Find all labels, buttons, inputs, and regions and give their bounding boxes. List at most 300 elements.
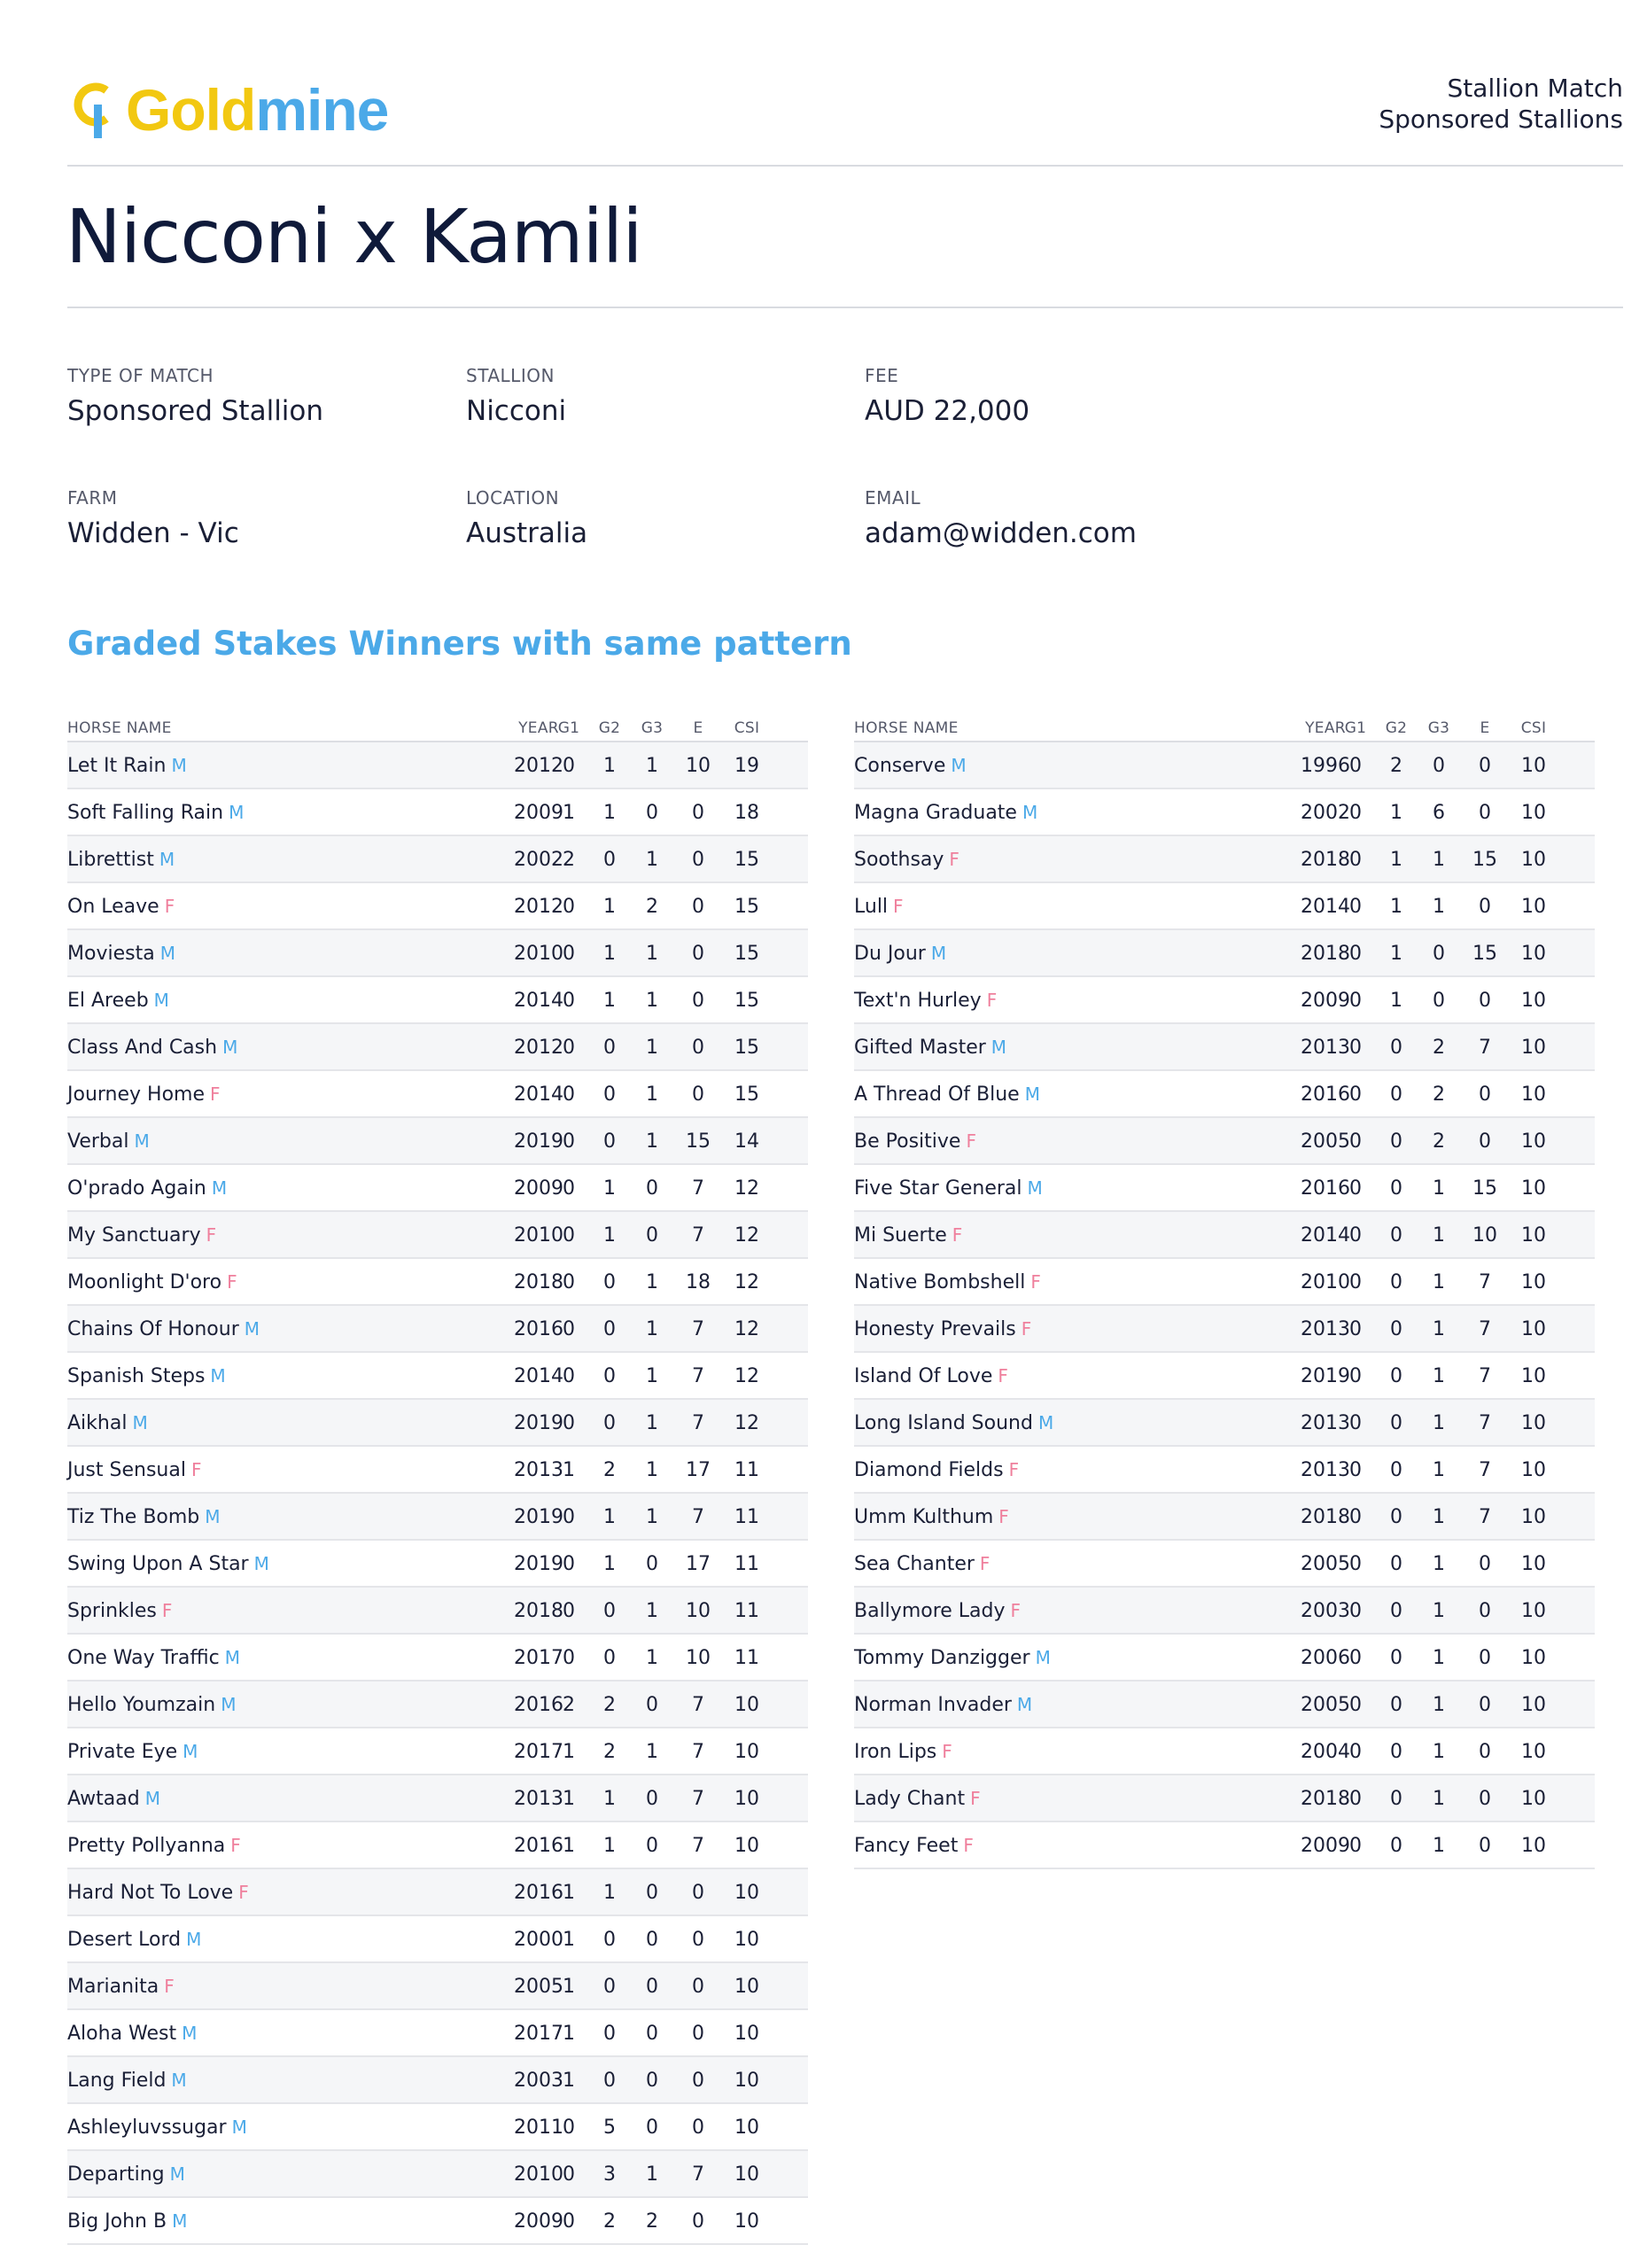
g1-cell: 0: [563, 1271, 575, 1293]
sex-badge: F: [206, 1224, 217, 1246]
table-row: [854, 789, 1595, 836]
g1-cell: 0: [1349, 1318, 1362, 1340]
g2-cell: 2: [603, 2210, 616, 2233]
sex-badge: M: [186, 1929, 202, 1950]
horse-name-cell: [854, 1647, 1051, 1669]
csi-cell: 12: [734, 1177, 759, 1200]
csi-cell: 10: [1521, 1694, 1546, 1716]
table-row: [854, 930, 1595, 977]
g3-cell: 1: [646, 849, 658, 871]
year-cell: 2002: [514, 849, 563, 871]
horse-name: Chains Of Honour: [67, 1318, 239, 1340]
g1-cell: 1: [563, 1882, 575, 1904]
table-row: [854, 836, 1595, 883]
e-cell: 7: [692, 1788, 704, 1810]
year-cell: 2016: [1301, 1177, 1350, 1200]
horse-name: Conserve: [854, 755, 946, 777]
table-header: [854, 709, 1595, 742]
column-header-g3: G3: [1427, 719, 1450, 737]
csi-cell: 10: [1521, 755, 1546, 777]
g2-cell: 1: [603, 1553, 616, 1575]
g1-cell: 1: [563, 1459, 575, 1481]
g2-cell: 1: [1390, 990, 1402, 1012]
horse-name-cell: [67, 1553, 269, 1575]
horse-name-cell: [854, 1365, 1008, 1387]
sex-badge: M: [172, 2210, 188, 2232]
g1-cell: 0: [563, 990, 575, 1012]
table-row: [854, 1588, 1595, 1635]
sex-badge: M: [205, 1506, 221, 1527]
g1-cell: 0: [563, 755, 575, 777]
g1-cell: 0: [1349, 990, 1362, 1012]
g1-cell: 2: [563, 849, 575, 871]
g1-cell: 0: [563, 1130, 575, 1153]
horse-name-cell: [854, 1271, 1041, 1293]
csi-cell: 10: [1521, 1647, 1546, 1669]
horse-name: Diamond Fields: [854, 1459, 1004, 1481]
table-row: [67, 1728, 808, 1775]
table-row: [67, 977, 808, 1024]
horse-name-cell: [67, 1130, 150, 1153]
g1-cell: 0: [563, 2117, 575, 2139]
table-row: [854, 883, 1595, 930]
csi-cell: 10: [1521, 1084, 1546, 1106]
g1-cell: 0: [1349, 1084, 1362, 1106]
info-value: Nicconi: [466, 395, 567, 427]
g2-cell: 0: [603, 1318, 616, 1340]
g3-cell: 1: [646, 1037, 658, 1059]
table-row: [67, 1165, 808, 1212]
csi-cell: 10: [1521, 1177, 1546, 1200]
horse-name-cell: [854, 755, 967, 777]
g3-cell: 1: [646, 1271, 658, 1293]
e-cell: 0: [692, 943, 704, 965]
column-header-e: E: [1480, 719, 1490, 737]
csi-cell: 10: [1521, 1600, 1546, 1622]
g2-cell: 0: [1390, 1647, 1402, 1669]
column-header-horse-name: HORSE NAME: [854, 719, 959, 737]
horse-name: Moonlight D'oro: [67, 1271, 222, 1293]
csi-cell: 10: [1521, 1412, 1546, 1434]
horse-name-cell: [854, 1412, 1053, 1434]
horse-name: Mi Suerte: [854, 1224, 947, 1247]
g2-cell: 0: [603, 2023, 616, 2045]
horse-name-cell: [67, 1365, 226, 1387]
sex-badge: F: [979, 1553, 991, 1574]
table-row: [854, 977, 1595, 1024]
g1-cell: 0: [1349, 1365, 1362, 1387]
g3-cell: 2: [646, 2210, 658, 2233]
horse-name: Journey Home: [67, 1084, 206, 1106]
csi-cell: 10: [1521, 1788, 1546, 1810]
year-cell: 2018: [1301, 1788, 1350, 1810]
sex-badge: M: [211, 1177, 228, 1199]
g1-cell: 0: [563, 1224, 575, 1247]
g3-cell: 1: [646, 1506, 658, 1528]
g3-cell: 1: [1433, 1694, 1445, 1716]
sex-badge: M: [1037, 1412, 1054, 1433]
sex-badge: F: [210, 1084, 221, 1105]
year-cell: 2016: [514, 1318, 563, 1340]
e-cell: 15: [686, 1130, 711, 1153]
sex-badge: M: [224, 1647, 240, 1668]
horse-name: Private Eye: [67, 1741, 178, 1763]
e-cell: 0: [1479, 1835, 1491, 1857]
logo-text-mine: mine: [255, 77, 389, 143]
info-value: Sponsored Stallion: [67, 395, 324, 427]
e-cell: 0: [1479, 1084, 1491, 1106]
horse-name-cell: [67, 755, 187, 777]
e-cell: 10: [686, 755, 711, 777]
year-cell: 2009: [514, 1177, 563, 1200]
divider: [67, 307, 1623, 308]
sex-badge: M: [171, 2070, 187, 2091]
horse-name-cell: [854, 1741, 952, 1763]
g2-cell: 0: [1390, 1835, 1402, 1857]
table-row: [854, 1728, 1595, 1775]
horse-name-cell: [854, 849, 959, 871]
g1-cell: 1: [563, 2023, 575, 2045]
sex-badge: M: [144, 1788, 160, 1809]
horse-name-cell: [854, 1600, 1021, 1622]
g3-cell: 1: [1433, 1506, 1445, 1528]
year-cell: 2019: [1301, 1365, 1350, 1387]
year-cell: 2012: [514, 896, 563, 918]
horse-name: Island Of Love: [854, 1365, 993, 1387]
year-cell: 2012: [514, 1037, 563, 1059]
year-cell: 2005: [1301, 1130, 1350, 1153]
table-row: [67, 1118, 808, 1165]
sex-badge: F: [952, 1224, 963, 1246]
e-cell: 0: [1479, 755, 1491, 777]
horse-name: One Way Traffic: [67, 1647, 220, 1669]
horse-name-cell: [67, 2163, 185, 2186]
horse-name: On Leave: [67, 896, 159, 918]
horse-name-cell: [67, 849, 175, 871]
g2-cell: 0: [603, 849, 616, 871]
g3-cell: 0: [646, 1882, 658, 1904]
g1-cell: 0: [563, 943, 575, 965]
table-row: [67, 2151, 808, 2198]
g3-cell: 1: [646, 2163, 658, 2186]
e-cell: 15: [1472, 849, 1497, 871]
section-title: Graded Stakes Winners with same pattern: [67, 625, 852, 663]
info-value[interactable]: adam@widden.com: [865, 517, 1137, 549]
csi-cell: 10: [734, 1882, 759, 1904]
csi-cell: 10: [734, 1694, 759, 1716]
g1-cell: 0: [563, 1600, 575, 1622]
g3-cell: 2: [1433, 1037, 1445, 1059]
table-row: [67, 1024, 808, 1071]
goldmine-logo: [67, 74, 388, 145]
table-row: [67, 789, 808, 836]
horse-name-cell: [67, 802, 244, 824]
year-cell: 2009: [1301, 1835, 1350, 1857]
horse-name-cell: [67, 1882, 249, 1904]
g3-cell: 1: [646, 1459, 658, 1481]
horse-name-cell: [67, 1506, 221, 1528]
sex-badge: F: [230, 1835, 241, 1856]
e-cell: 0: [1479, 802, 1491, 824]
g2-cell: 0: [1390, 1177, 1402, 1200]
g1-cell: 1: [563, 1788, 575, 1810]
sex-badge: M: [951, 755, 967, 776]
csi-cell: 10: [1521, 1318, 1546, 1340]
horse-name-cell: [854, 1788, 981, 1810]
horse-name: Long Island Sound: [854, 1412, 1033, 1434]
csi-cell: 11: [734, 1459, 759, 1481]
g1-cell: 0: [1349, 1600, 1362, 1622]
column-header-year: YEAR: [518, 719, 559, 737]
g2-cell: 0: [1390, 1788, 1402, 1810]
sex-badge: M: [222, 1037, 238, 1058]
sex-badge: M: [210, 1365, 226, 1386]
horse-name-cell: [67, 1412, 148, 1434]
horse-name-cell: [854, 1459, 1019, 1481]
e-cell: 0: [692, 1882, 704, 1904]
e-cell: 0: [692, 896, 704, 918]
g2-cell: 2: [1390, 755, 1402, 777]
g2-cell: 0: [1390, 1037, 1402, 1059]
g1-cell: 0: [1349, 755, 1362, 777]
year-cell: 2003: [1301, 1600, 1350, 1622]
sex-badge: M: [930, 943, 947, 964]
horse-name-cell: [67, 1318, 260, 1340]
horse-name: Ballymore Lady: [854, 1600, 1006, 1622]
csi-cell: 14: [734, 1130, 759, 1153]
horse-name-cell: [854, 1506, 1009, 1528]
horse-name-cell: [67, 2210, 187, 2233]
horse-name: Pretty Pollyanna: [67, 1835, 226, 1857]
g2-cell: 5: [603, 2117, 616, 2139]
info-value: Widden - Vic: [67, 517, 239, 549]
g1-cell: 0: [1349, 1553, 1362, 1575]
table-row: [67, 1869, 808, 1916]
horse-name: A Thread Of Blue: [854, 1084, 1020, 1106]
sex-badge: M: [153, 990, 169, 1011]
info-label: FARM: [67, 487, 118, 509]
e-cell: 17: [686, 1459, 711, 1481]
g3-cell: 0: [1433, 755, 1445, 777]
g2-cell: 0: [603, 1976, 616, 1998]
horse-name-cell: [67, 1600, 172, 1622]
g1-cell: 0: [1349, 1130, 1362, 1153]
sex-badge: M: [221, 1694, 237, 1715]
horse-name-cell: [67, 1694, 236, 1716]
g1-cell: 2: [563, 1694, 575, 1716]
horse-name: Native Bombshell: [854, 1271, 1026, 1293]
sex-badge: M: [171, 755, 187, 776]
sex-badge: F: [966, 1130, 976, 1152]
e-cell: 0: [1479, 1553, 1491, 1575]
table-row: [854, 1165, 1595, 1212]
horse-name: Gifted Master: [854, 1037, 986, 1059]
g3-cell: 0: [646, 1553, 658, 1575]
sex-badge: F: [986, 990, 998, 1011]
table-row: [67, 2010, 808, 2057]
horse-name: Moviesta: [67, 943, 155, 965]
sex-badge: F: [1021, 1318, 1032, 1340]
g3-cell: 0: [646, 1835, 658, 1857]
horse-name-cell: [854, 1224, 962, 1247]
horse-name-cell: [854, 1835, 974, 1857]
g2-cell: 0: [1390, 1553, 1402, 1575]
table-row: [67, 1447, 808, 1494]
table-row: [67, 1635, 808, 1682]
table-row: [854, 1494, 1595, 1541]
g1-cell: 0: [1349, 1741, 1362, 1763]
horse-name: Fancy Feet: [854, 1835, 959, 1857]
e-cell: 7: [1479, 1506, 1491, 1528]
info-email: [865, 487, 1137, 549]
g1-cell: 0: [563, 1553, 575, 1575]
e-cell: 10: [1472, 1224, 1497, 1247]
horse-name: Du Jour: [854, 943, 926, 965]
csi-cell: 10: [734, 1976, 759, 1998]
info-fee: [865, 365, 1029, 427]
e-cell: 7: [692, 1412, 704, 1434]
table-row: [67, 2104, 808, 2151]
e-cell: 7: [1479, 1412, 1491, 1434]
table-row: [854, 1400, 1595, 1447]
csi-cell: 15: [734, 943, 759, 965]
column-header-e: E: [693, 719, 703, 737]
g1-cell: 1: [563, 1929, 575, 1951]
divider: [67, 165, 1623, 167]
g3-cell: 1: [1433, 896, 1445, 918]
horse-name: Desert Lord: [67, 1929, 182, 1951]
horse-name: El Areeb: [67, 990, 149, 1012]
csi-cell: 10: [1521, 1365, 1546, 1387]
info-stallion: [466, 365, 566, 427]
g1-cell: 0: [1349, 1177, 1362, 1200]
e-cell: 7: [1479, 1037, 1491, 1059]
csi-cell: 10: [734, 1741, 759, 1763]
horse-name: Text'n Hurley: [854, 990, 982, 1012]
year-cell: 2013: [1301, 1037, 1350, 1059]
g3-cell: 0: [646, 1694, 658, 1716]
year-cell: 2011: [514, 2117, 563, 2139]
horse-name: Ashleyluvssugar: [67, 2117, 227, 2139]
table-row: [67, 1353, 808, 1400]
g2-cell: 0: [603, 1929, 616, 1951]
sex-badge: F: [893, 896, 904, 917]
g2-cell: 1: [1390, 943, 1402, 965]
sex-badge: M: [183, 1741, 198, 1762]
sex-badge: M: [1022, 802, 1038, 823]
table-row: [854, 1071, 1595, 1118]
csi-cell: 15: [734, 1037, 759, 1059]
year-cell: 2009: [1301, 990, 1350, 1012]
table-row: [67, 1916, 808, 1963]
e-cell: 0: [1479, 1647, 1491, 1669]
csi-cell: 11: [734, 1600, 759, 1622]
table-row: [854, 1259, 1595, 1306]
g2-cell: 1: [603, 1506, 616, 1528]
sex-badge: M: [169, 2163, 185, 2185]
horse-name-cell: [67, 1976, 175, 1998]
g3-cell: 1: [1433, 849, 1445, 871]
year-cell: 2005: [1301, 1553, 1350, 1575]
year-cell: 2013: [514, 1459, 563, 1481]
g2-cell: 0: [603, 1365, 616, 1387]
horse-name-cell: [67, 1271, 237, 1293]
g3-cell: 1: [1433, 1459, 1445, 1481]
csi-cell: 10: [734, 1788, 759, 1810]
horse-name-cell: [854, 802, 1037, 824]
e-cell: 0: [1479, 1694, 1491, 1716]
g3-cell: 1: [646, 1600, 658, 1622]
g2-cell: 1: [603, 1835, 616, 1857]
horse-name: Sea Chanter: [854, 1553, 975, 1575]
year-cell: 2002: [1301, 802, 1350, 824]
table-row: [854, 1212, 1595, 1259]
g2-cell: 0: [1390, 1412, 1402, 1434]
horse-name: Be Positive: [854, 1130, 961, 1153]
sex-badge: M: [182, 2023, 198, 2044]
info-value: AUD 22,000: [865, 395, 1030, 427]
header-line-2: Sponsored Stallions: [1379, 105, 1623, 134]
horse-name: Class And Cash: [67, 1037, 218, 1059]
year-cell: 2017: [514, 1647, 563, 1669]
horse-name-cell: [854, 1130, 976, 1153]
g2-cell: 2: [603, 1694, 616, 1716]
csi-cell: 10: [1521, 1741, 1546, 1763]
g2-cell: 0: [603, 1647, 616, 1669]
csi-cell: 10: [734, 1835, 759, 1857]
e-cell: 7: [692, 1224, 704, 1247]
csi-cell: 10: [1521, 802, 1546, 824]
year-cell: 2016: [514, 1835, 563, 1857]
g2-cell: 0: [603, 1412, 616, 1434]
e-cell: 7: [692, 1741, 704, 1763]
g1-cell: 0: [1349, 943, 1362, 965]
g3-cell: 0: [1433, 990, 1445, 1012]
year-cell: 2018: [1301, 943, 1350, 965]
g3-cell: 1: [1433, 1412, 1445, 1434]
csi-cell: 10: [1521, 1553, 1546, 1575]
g3-cell: 1: [646, 1647, 658, 1669]
sex-badge: M: [1035, 1647, 1051, 1668]
horse-name: My Sanctuary: [67, 1224, 201, 1247]
horse-name-cell: [854, 1318, 1031, 1340]
sex-badge: M: [1027, 1177, 1043, 1199]
g1-cell: 0: [563, 1412, 575, 1434]
g3-cell: 1: [646, 1741, 658, 1763]
horse-name: Spanish Steps: [67, 1365, 206, 1387]
table-row: [854, 1635, 1595, 1682]
sex-badge: F: [161, 1600, 173, 1621]
g2-cell: 1: [603, 896, 616, 918]
g1-cell: 1: [563, 2070, 575, 2092]
g2-cell: 0: [603, 1271, 616, 1293]
horse-name: Iron Lips: [854, 1741, 937, 1763]
e-cell: 0: [1479, 990, 1491, 1012]
table-row: [67, 1494, 808, 1541]
csi-cell: 12: [734, 1271, 759, 1293]
table-row: [67, 1682, 808, 1728]
e-cell: 0: [692, 1929, 704, 1951]
horse-name-cell: [67, 1835, 241, 1857]
horse-name: Hard Not To Love: [67, 1882, 234, 1904]
e-cell: 10: [686, 1600, 711, 1622]
horse-name-cell: [854, 1177, 1043, 1200]
g2-cell: 0: [1390, 1365, 1402, 1387]
csi-cell: 10: [734, 1929, 759, 1951]
horse-name: Big John B: [67, 2210, 167, 2233]
sex-badge: M: [231, 2117, 247, 2138]
year-cell: 2005: [514, 1976, 563, 1998]
